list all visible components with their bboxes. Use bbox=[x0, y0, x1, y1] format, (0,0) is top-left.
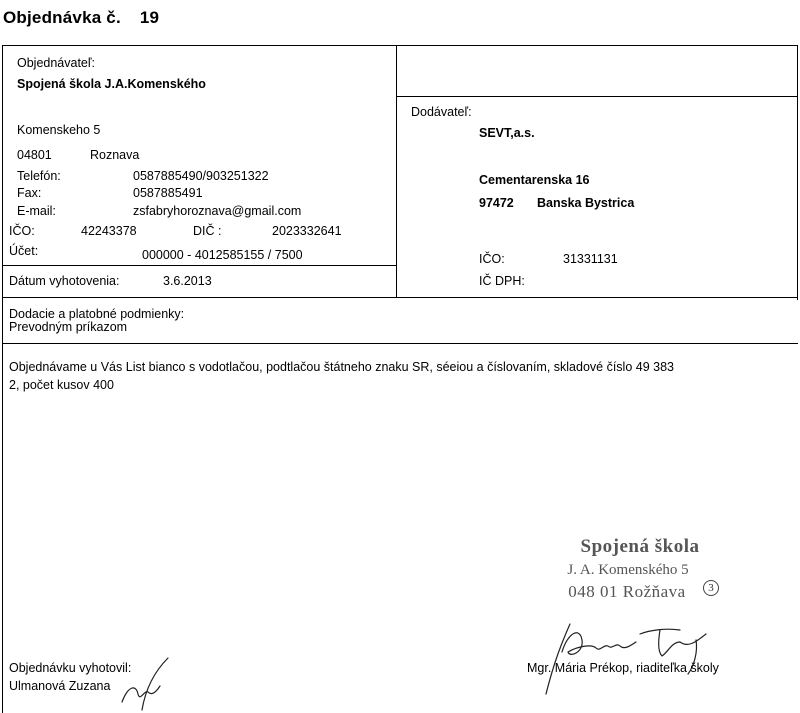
email-label: E-mail: bbox=[17, 204, 56, 218]
supplier-label: Dodávateľ: bbox=[411, 105, 472, 119]
delivery-value: Prevodným príkazom bbox=[9, 320, 128, 334]
frame-top-line bbox=[2, 45, 798, 46]
frame-middle-line bbox=[396, 45, 397, 297]
stamp-number-mark: 3 bbox=[703, 580, 719, 596]
customer-ico-value: 42243378 bbox=[81, 224, 137, 238]
customer-street: Komenskeho 5 bbox=[17, 123, 101, 137]
account-value: 000000 - 4012585155 / 7500 bbox=[142, 248, 303, 262]
frame-left-line bbox=[2, 45, 3, 713]
supplier-icdph-label: IČ DPH: bbox=[479, 274, 525, 288]
email-value: zsfabryhoroznava@gmail.com bbox=[133, 204, 302, 218]
stamp-line1: Spojená škola bbox=[580, 536, 700, 557]
customer-ico-label: IČO: bbox=[9, 224, 35, 238]
phone-label: Telefón: bbox=[17, 169, 61, 183]
stamp-line2: J. A. Komenského 5 bbox=[567, 562, 689, 578]
customer-label: Objednávateľ: bbox=[17, 56, 96, 70]
customer-zip: 04801 bbox=[17, 148, 52, 162]
page-title bbox=[3, 8, 159, 28]
customer-name: Spojená škola J.A.Komenského bbox=[17, 77, 206, 91]
delivery-bottom-line bbox=[2, 343, 798, 344]
supplier-zip: 97472 bbox=[479, 196, 514, 210]
fax-label: Fax: bbox=[17, 186, 42, 200]
supplier-ico-label: IČO: bbox=[479, 252, 505, 266]
customer-dic-label: DIČ : bbox=[193, 224, 222, 238]
issued-by-label: Objednávku vyhotovil: bbox=[9, 661, 132, 675]
frame-right-line bbox=[797, 45, 798, 300]
signatory-name: Mgr. Mária Prékop, riaditeľka školy bbox=[527, 661, 719, 675]
supplier-city: Banska Bystrica bbox=[537, 196, 635, 210]
supplier-top-line bbox=[396, 96, 797, 97]
account-label: Účet: bbox=[9, 244, 39, 258]
customer-dic-value: 2023332641 bbox=[272, 224, 342, 238]
supplier-street: Cementarenska 16 bbox=[479, 173, 590, 187]
director-signature bbox=[540, 612, 730, 702]
date-bottom-line bbox=[2, 297, 396, 298]
customer-city: Roznava bbox=[90, 148, 140, 162]
title-label: Objednávka č. bbox=[3, 8, 121, 27]
issued-by-name: Ulmanová Zuzana bbox=[9, 679, 111, 693]
supplier-bottom-line bbox=[396, 297, 797, 298]
issuer-signature bbox=[120, 652, 180, 712]
order-number: 19 bbox=[139, 8, 160, 27]
fax-value: 0587885491 bbox=[133, 186, 203, 200]
delivery-label: Dodacie a platobné podmienky: bbox=[9, 307, 185, 321]
phone-value: 0587885490/903251322 bbox=[133, 169, 269, 183]
order-text-line1: Objednávame u Vás List bianco s vodotlačou, podtlačou štátneho znaku SR, séeiou a číslovaním, skladové číslo 49 383 bbox=[9, 360, 674, 374]
order-text-line2: 2, počet kusov 400 bbox=[9, 378, 114, 392]
supplier-ico-value: 31331131 bbox=[563, 252, 618, 266]
date-label: Dátum vyhotovenia: bbox=[9, 274, 120, 288]
date-top-line bbox=[2, 265, 396, 266]
stamp-line3: 048 01 Rožňava bbox=[568, 582, 686, 601]
date-value: 3.6.2013 bbox=[163, 274, 212, 288]
supplier-name: SEVT,a.s. bbox=[479, 126, 535, 140]
